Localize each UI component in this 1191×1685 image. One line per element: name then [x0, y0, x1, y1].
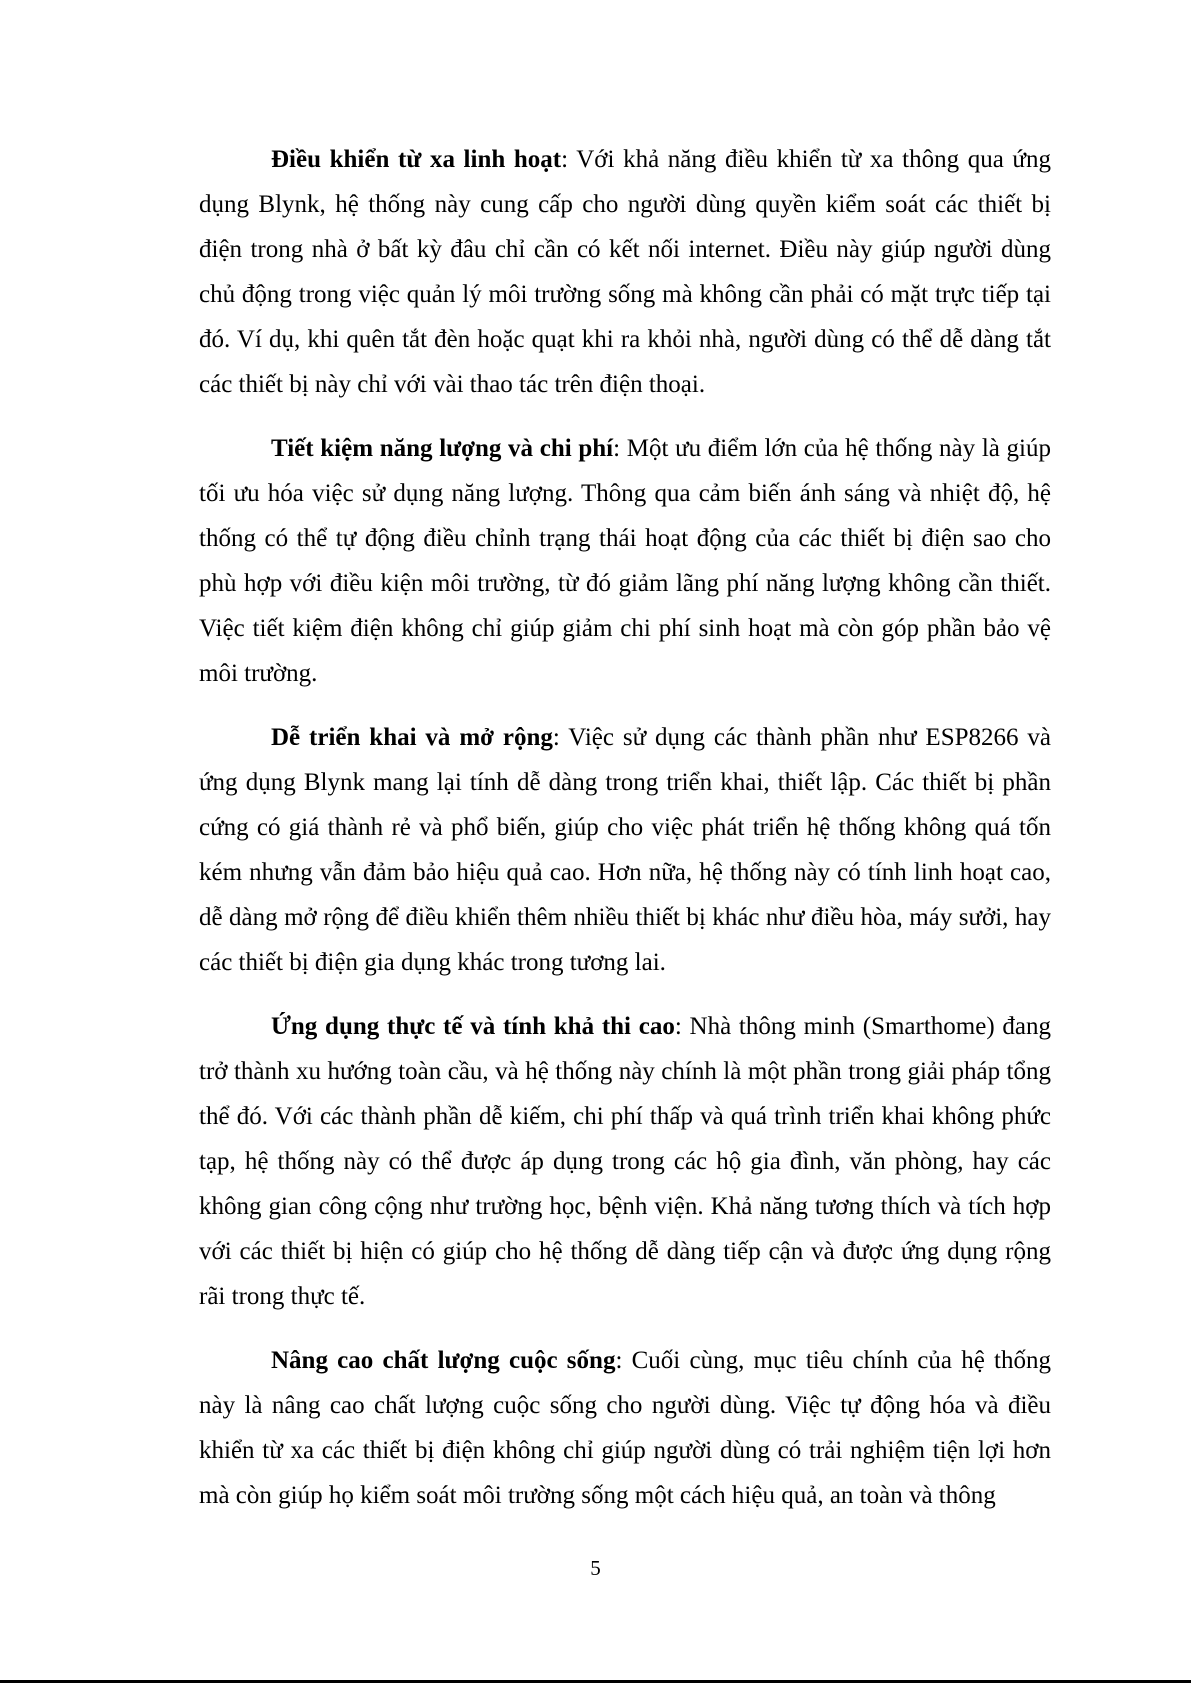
paragraph-term: Nâng cao chất lượng cuộc sống — [271, 1347, 616, 1374]
paragraph-term: Điều khiển từ xa linh hoạt — [271, 146, 562, 173]
paragraph-remote-control — [199, 137, 1051, 407]
bottom-rule — [0, 1680, 1191, 1683]
paragraph-energy-saving — [199, 426, 1051, 696]
paragraph-term: Ứng dụng thực tế và tính khả thi cao — [271, 1013, 675, 1040]
paragraph-term: Tiết kiệm năng lượng và chi phí — [271, 435, 614, 462]
paragraph-practical-application — [199, 1004, 1051, 1319]
paragraph-quality-of-life — [199, 1338, 1051, 1518]
document-page — [199, 137, 1051, 1537]
paragraph-body: : Nhà thông minh (Smarthome) đang trở thành xu hướng toàn cầu, và hệ thống này chính là một phần trong giải pháp tổng thể đó. Với các thành phần dễ kiếm, chi phí thấp và quá trình triển khai không phức tạp, hệ thống này có thể được áp dụng trong các hộ gia đình, văn phòng, hay các không gian công cộng như trường học, bệnh viện. Khả năng tương thích và tích hợp với các thiết bị hiện có giúp cho hệ thống dễ dàng tiếp cận và được ứng dụng rộng rãi trong thực tế. — [199, 1013, 1051, 1310]
paragraph-body: : Việc sử dụng các thành phần như ESP8266 và ứng dụng Blynk mang lại tính dễ dàng trong triển khai, thiết lập. Các thiết bị phần cứng có giá thành rẻ và phổ biến, giúp cho việc phát triển hệ thống không quá tốn kém nhưng vẫn đảm bảo hiệu quả cao. Hơn nữa, hệ thống này có tính linh hoạt cao, dễ dàng mở rộng để điều khiển thêm nhiều thiết bị khác như điều hòa, máy sưởi, hay các thiết bị điện gia dụng khác trong tương lai. — [199, 724, 1051, 976]
paragraph-body: : Với khả năng điều khiển từ xa thông qua ứng dụng Blynk, hệ thống này cung cấp cho người dùng quyền kiểm soát các thiết bị điện trong nhà ở bất kỳ đâu chỉ cần có kết nối internet. Điều này giúp người dùng chủ động trong việc quản lý môi trường sống mà không cần phải có mặt trực tiếp tại đó. Ví dụ, khi quên tắt đèn hoặc quạt khi ra khỏi nhà, người dùng có thể dễ dàng tắt các thiết bị này chỉ với vài thao tác trên điện thoại. — [199, 146, 1051, 398]
paragraph-body: : Cuối cùng, mục tiêu chính của hệ thống này là nâng cao chất lượng cuộc sống cho người dùng. Việc tự động hóa và điều khiển từ xa các thiết bị điện không chỉ giúp người dùng có trải nghiệm tiện lợi hơn mà còn giúp họ kiểm soát môi trường sống một cách hiệu quả, an toàn và thông — [199, 1347, 1051, 1509]
paragraph-term: Dễ triển khai và mở rộng — [271, 724, 553, 751]
page-number: 5 — [590, 1556, 601, 1580]
paragraph-easy-deployment — [199, 715, 1051, 985]
paragraph-body: : Một ưu điểm lớn của hệ thống này là giúp tối ưu hóa việc sử dụng năng lượng. Thông qua cảm biến ánh sáng và nhiệt độ, hệ thống có thể tự động điều chỉnh trạng thái hoạt động của các thiết bị điện sao cho phù hợp với điều kiện môi trường, từ đó giảm lãng phí năng lượng không cần thiết. Việc tiết kiệm điện không chỉ giúp giảm chi phí sinh hoạt mà còn góp phần bảo vệ môi trường. — [199, 435, 1051, 687]
